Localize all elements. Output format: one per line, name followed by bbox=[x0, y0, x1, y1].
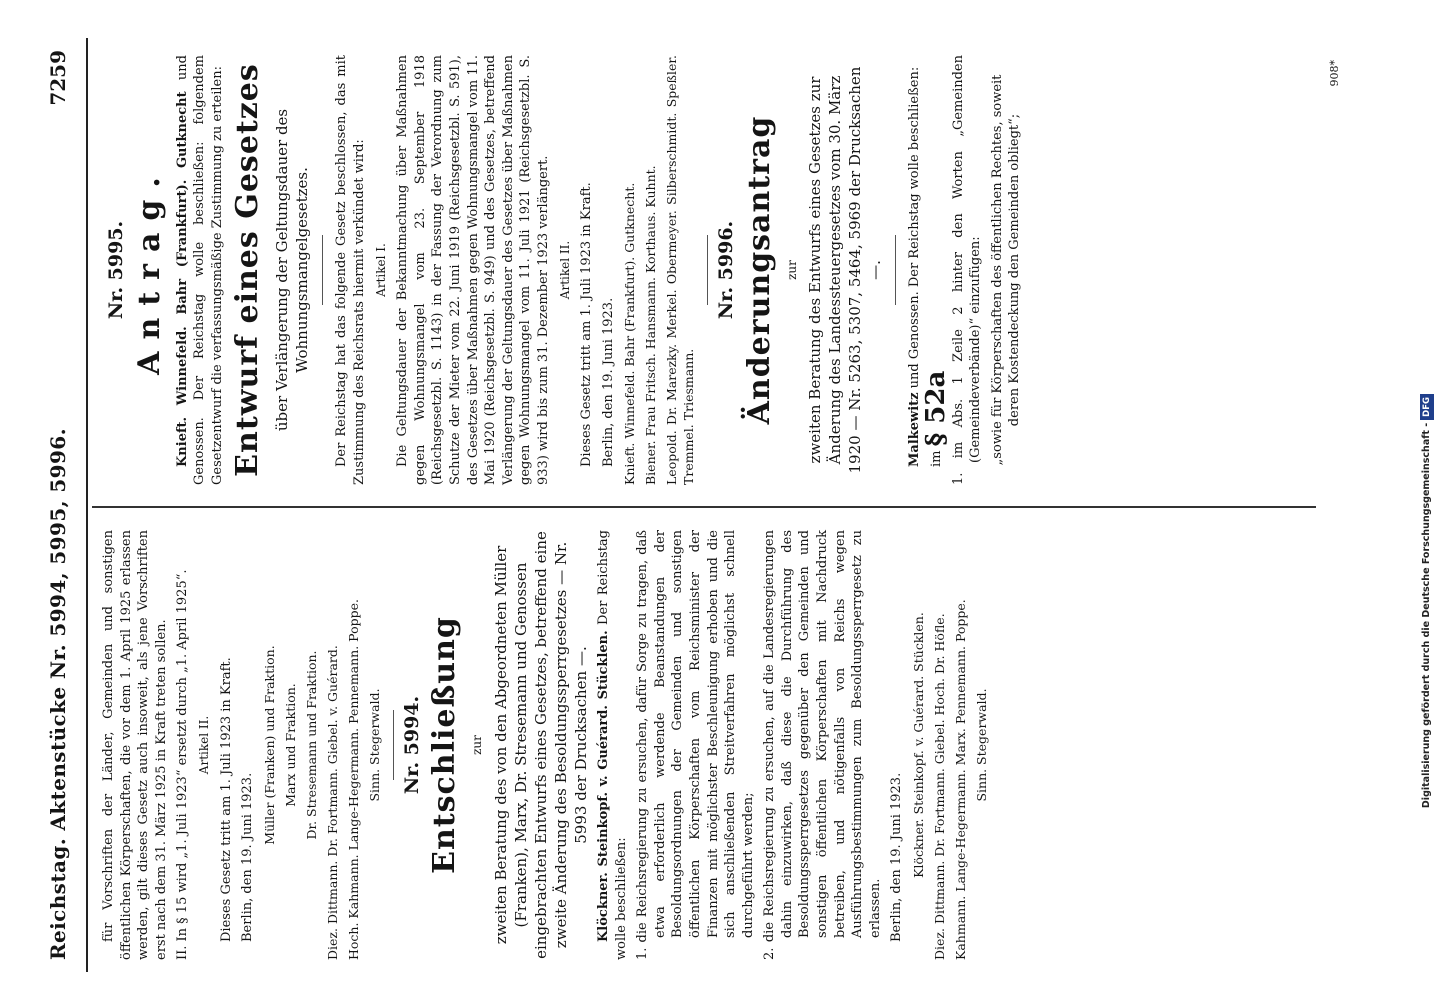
motion-names: Klöckner. Steinkopf. v. Guérard. Stücklen. bbox=[595, 630, 611, 942]
rotated-document-page bbox=[40, 30, 1350, 980]
signature-line: Kahmann. Lange-Hegermann. Marx. Pennemann. Poppe. bbox=[953, 599, 969, 960]
entwurf-subtitle: über Verlängerung der Geltungsdauer des Wohnungsmangelgesetzes. bbox=[273, 108, 312, 432]
amendment-quote: „sowie für Körperschaften des öffentlichen Rechtes, soweit deren Kostendeckung den Gemeinden obliegt“; bbox=[989, 74, 1023, 466]
signature-line: Diez. Dittmann. Dr. Fortmann. Giebel. v. Guérard. bbox=[324, 645, 340, 960]
paragraph-52a: § 52a bbox=[921, 370, 952, 447]
resolution-item-1: 1. die Reichsregierung zu ersuchen, dafür Sorge zu tragen, daß etwa erforderlich werdende Beanstandungen der Besoldungsordnungen der Gemeinden und sonstigen öffentlichen Körperschaften vom Reichsminister der Finanzen mit möglichster Beschleunigung erhoben und die sich anschließenden Streitverfahren möglichst schnell durchgeführt werden; bbox=[635, 530, 756, 960]
zur-label: zur bbox=[784, 260, 799, 280]
antrag-title: Antrag. bbox=[131, 165, 167, 375]
date-line: Berlin, den 19. Juni 1923. bbox=[889, 772, 905, 942]
page-header bbox=[46, 50, 84, 960]
antrag-text: und Genossen. Der Reichstag wolle beschließen: folgendem Gesetzentwurf die verfassungsmäßige Zustimmung zu erteilen: bbox=[174, 55, 225, 485]
signature-line: Sinn. Stegerwald. bbox=[974, 688, 990, 802]
intro-item-ii: II. In § 15 wird „1. Juli 1923“ ersetzt durch „1. April 1925“. bbox=[175, 569, 191, 960]
entwurf-title: Entwurf eines Gesetzes bbox=[230, 63, 266, 477]
artikel-i-heading: Artikel I. bbox=[373, 243, 388, 297]
signature-line: Dr. Stresemann und Fraktion. bbox=[303, 650, 319, 840]
artikel-ii-text: Dieses Gesetz tritt am 1. Juli 1923 in Kraft. bbox=[579, 182, 595, 467]
preamble: Der Reichstag hat das folgende Gesetz beschlossen, das mit Zustimmung des Reichsrats hiermit verkündet wird: bbox=[334, 55, 367, 485]
amendment-item-1: 1. im Abs. 1 Zeile 2 hinter den Worten „Gemeinden (Gemeindeverbände)“ einzufügen: bbox=[950, 55, 984, 485]
sheet-mark: 908* bbox=[1328, 60, 1342, 87]
motion-paragraph bbox=[595, 530, 630, 960]
signature-line: Leopold. Dr. Marezky. Merkel. Obermeyer. Silberschmidt. Speßler. Tremmel. Triesmann. bbox=[664, 55, 697, 485]
signature-line: Hoch. Kahmann. Lange-Hegermann. Pennemann. Poppe. bbox=[345, 599, 361, 960]
date-line: Berlin, den 19. Juni 1923. bbox=[240, 772, 256, 942]
artikel-ii-heading: Artikel II. bbox=[196, 715, 211, 775]
artikel-ii-text: Dieses Gesetz tritt am 1. Juli 1923 in Kraft. bbox=[218, 657, 234, 942]
motion-text: Der Reichstag wolle beschließen: bbox=[595, 529, 629, 960]
left-column bbox=[100, 530, 994, 960]
artikel-ii-heading: Artikel II. bbox=[557, 240, 572, 300]
aenderungsantrag-title: Änderungsantrag bbox=[741, 115, 777, 425]
header-page-number: 7259 bbox=[46, 50, 70, 106]
section-separator bbox=[707, 235, 708, 305]
antrag-paragraph bbox=[174, 55, 227, 485]
document-number-5995: Nr. 5995. bbox=[105, 220, 127, 320]
signature-line: Klöckner. Steinkopf. v. Guérard. Stücklen. bbox=[911, 612, 927, 878]
header-rule bbox=[86, 38, 88, 972]
antrag-names: Knieft. Winnefeld. Bahr (Frankfurt). Gutknecht bbox=[174, 91, 190, 467]
entschliessung-body: zweiten Beratung des von den Abgeordneten Müller (Franken), Marx, Dr. Stresemann und Genossen eingebrachten Entwurfs eines Gesetzes, betreffend eine zweite Änderung des Besoldungssperrgesetzes — Nr. 5993 der Drucksachen —. bbox=[491, 531, 590, 959]
document-number-5994: Nr. 5994. bbox=[400, 695, 423, 795]
section-separator bbox=[322, 235, 323, 305]
paragraph-reference bbox=[921, 55, 952, 485]
entschliessung-title: Entschließung bbox=[427, 616, 463, 874]
zur-label: zur bbox=[470, 735, 485, 755]
signature-line: Diez. Dittmann. Dr. Fortmann. Giebel. Hoch. Dr. Höfle. bbox=[932, 613, 948, 960]
right-column bbox=[100, 55, 1028, 485]
signature-line: Marx und Fraktion. bbox=[282, 683, 298, 807]
dfg-funding-notice bbox=[1420, 394, 1434, 994]
artikel-i-text: Die Geltungsdauer der Bekanntmachung über Maßnahmen gegen Wohnungsmangel vom 23. September 1918 (Reichsgesetzbl. S. 1143) in der Fassung der Verordnung zum Schutze der Mieter vom 22. Juni 1919 (Reichsgesetzbl. S. 591), des Gesetzes über Maßnahmen gegen Wohnungsmangel vom 11. Mai 1920 (Reichsgesetzbl. S. 949) und des Gesetzes, betreffend Verlängerung der Geltungsdauer des Gesetzes über Maßnahmen gegen Wohnungsmangel vom 11. Juli 1921 (Reichsgesetzbl. S. 933) wird bis zum 31. Dezember 1923 verlängert. bbox=[395, 55, 551, 485]
intro-paragraph: für Vorschriften der Länder, Gemeinden und sonstigen öffentlichen Körperschaften, die vor dem 1. April 1925 erlassen werden, gilt dieses Gesetz auch insoweit, als jene Vorschriften erst nach dem 31. März 1925 in Kraft treten sollen. bbox=[101, 530, 169, 960]
malkewitz-name: Malkewitz bbox=[907, 392, 923, 467]
dfg-text: Digitalisierung gefördert durch die Deutsche Forschungsgemeinschaft - bbox=[1421, 422, 1432, 809]
signature-line: Sinn. Stegerwald. bbox=[366, 688, 382, 802]
date-line: Berlin, den 19. Juni 1923. bbox=[600, 297, 616, 467]
header-title: Reichstag. Aktenstücke Nr. 5994, 5995, 5996. bbox=[46, 428, 70, 960]
column-divider bbox=[92, 507, 1316, 509]
malkewitz-text: und Genossen. Der Reichstag wolle beschließen: bbox=[907, 66, 923, 393]
signature-line: Knieft. Winnefeld. Bahr (Frankfurt). Gutknecht. bbox=[622, 182, 638, 485]
aenderungsantrag-body: zweiten Beratung des Entwurfs eines Gesetzes zur Änderung des Landessteuergesetzes vom 30. März 1920 — Nr. 5263, 5307, 5464, 5969 der Drucksachen —. bbox=[806, 66, 885, 474]
section-separator bbox=[393, 710, 394, 780]
signature-line: Biener. Frau Fritsch. Hansmann. Korthaus. Kuhnt. bbox=[643, 165, 659, 485]
resolution-item-2: 2. die Reichsregierung zu ersuchen, auf die Landesregierungen dahin einzuwirken, daß diese die Durchführung des Besoldungssperrgesetzes gegenüber den Gemeinden und sonstigen öffentlichen Körperschaften mit Nachdruck betreiben, und nötigenfalls von Reichs wegen Ausführungsbestimmungen zum Besoldungssperrgesetz zu erlassen. bbox=[762, 530, 883, 960]
im-label: im bbox=[929, 450, 945, 467]
signature-line: Müller (Franken) und Fraktion. bbox=[261, 645, 277, 845]
dfg-logo: DFG bbox=[1420, 394, 1434, 420]
document-number-5996: Nr. 5996. bbox=[715, 220, 738, 320]
section-separator bbox=[895, 235, 896, 305]
